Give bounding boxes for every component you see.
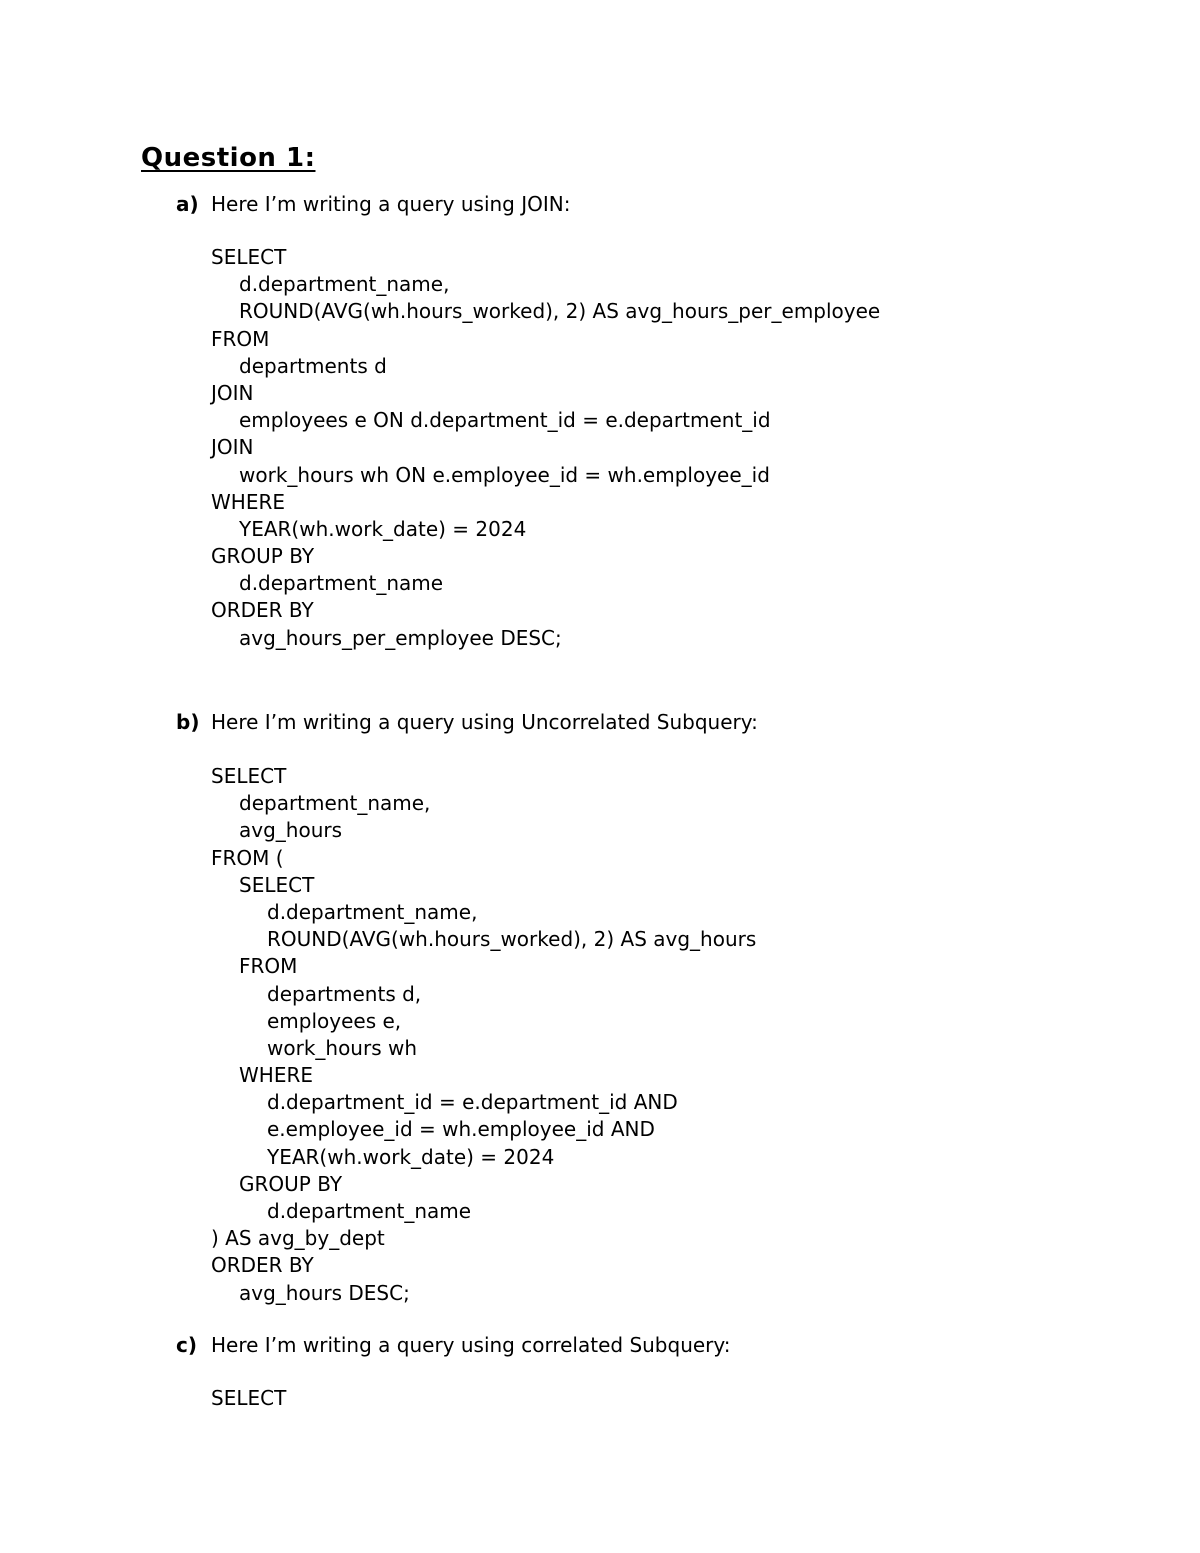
code-line: departments d — [239, 353, 387, 378]
code-line: work_hours wh ON e.employee_id = wh.employee_id — [239, 462, 770, 487]
code-line: SELECT — [211, 1386, 287, 1410]
part-c-heading: Here I’m writing a query using correlated Subquery: — [211, 1333, 731, 1357]
code-line: FROM — [239, 954, 298, 979]
code-line: d.department_name, — [239, 272, 450, 297]
code-line: SELECT — [211, 764, 287, 788]
part-c-marker: c) — [176, 1333, 197, 1357]
code-line: employees e, — [267, 1008, 402, 1033]
code-line: ROUND(AVG(wh.hours_worked), 2) AS avg_hours_per_employee — [239, 299, 881, 324]
code-line: departments d, — [267, 981, 422, 1006]
code-line: d.department_name — [239, 571, 444, 596]
part-c-code-block — [211, 1385, 286, 1412]
code-line: GROUP BY — [211, 544, 315, 569]
code-line: SELECT — [211, 245, 287, 269]
part-b-marker: b) — [176, 710, 200, 734]
part-a-heading: Here I’m writing a query using JOIN: — [211, 192, 571, 216]
code-line: d.department_name, — [267, 899, 478, 924]
part-b-heading: Here I’m writing a query using Uncorrelated Subquery: — [211, 710, 758, 734]
code-line: GROUP BY — [239, 1171, 343, 1196]
code-line: WHERE — [211, 489, 285, 514]
code-line: e.employee_id = wh.employee_id AND — [267, 1117, 655, 1142]
code-line: d.department_id = e.department_id AND — [267, 1090, 678, 1115]
code-line: department_name, — [239, 791, 431, 816]
code-line: JOIN — [211, 380, 254, 405]
code-line: work_hours wh — [267, 1035, 418, 1060]
code-line: ORDER BY — [211, 598, 314, 623]
code-line: YEAR(wh.work_date) = 2024 — [239, 516, 527, 541]
code-line: employees e ON d.department_id = e.department_id — [239, 408, 771, 433]
code-line: FROM — [211, 326, 270, 351]
code-line: ) AS avg_by_dept — [211, 1226, 385, 1251]
code-line: WHERE — [239, 1063, 313, 1088]
code-line: ROUND(AVG(wh.hours_worked), 2) AS avg_hours — [267, 927, 757, 952]
code-line: avg_hours_per_employee DESC; — [239, 625, 562, 650]
code-line: SELECT — [239, 872, 315, 897]
page-title: Question 1: — [141, 143, 316, 173]
code-line: avg_hours DESC; — [239, 1280, 410, 1305]
code-line: d.department_name — [267, 1199, 472, 1223]
code-line: JOIN — [211, 435, 254, 460]
code-line: ORDER BY — [211, 1253, 314, 1278]
part-a-marker: a) — [176, 192, 199, 216]
part-b-code-block — [211, 763, 756, 1307]
code-line: YEAR(wh.work_date) = 2024 — [267, 1144, 555, 1169]
code-line: avg_hours — [239, 818, 343, 843]
part-a-code-block — [211, 244, 880, 652]
code-line: FROM ( — [211, 845, 284, 870]
